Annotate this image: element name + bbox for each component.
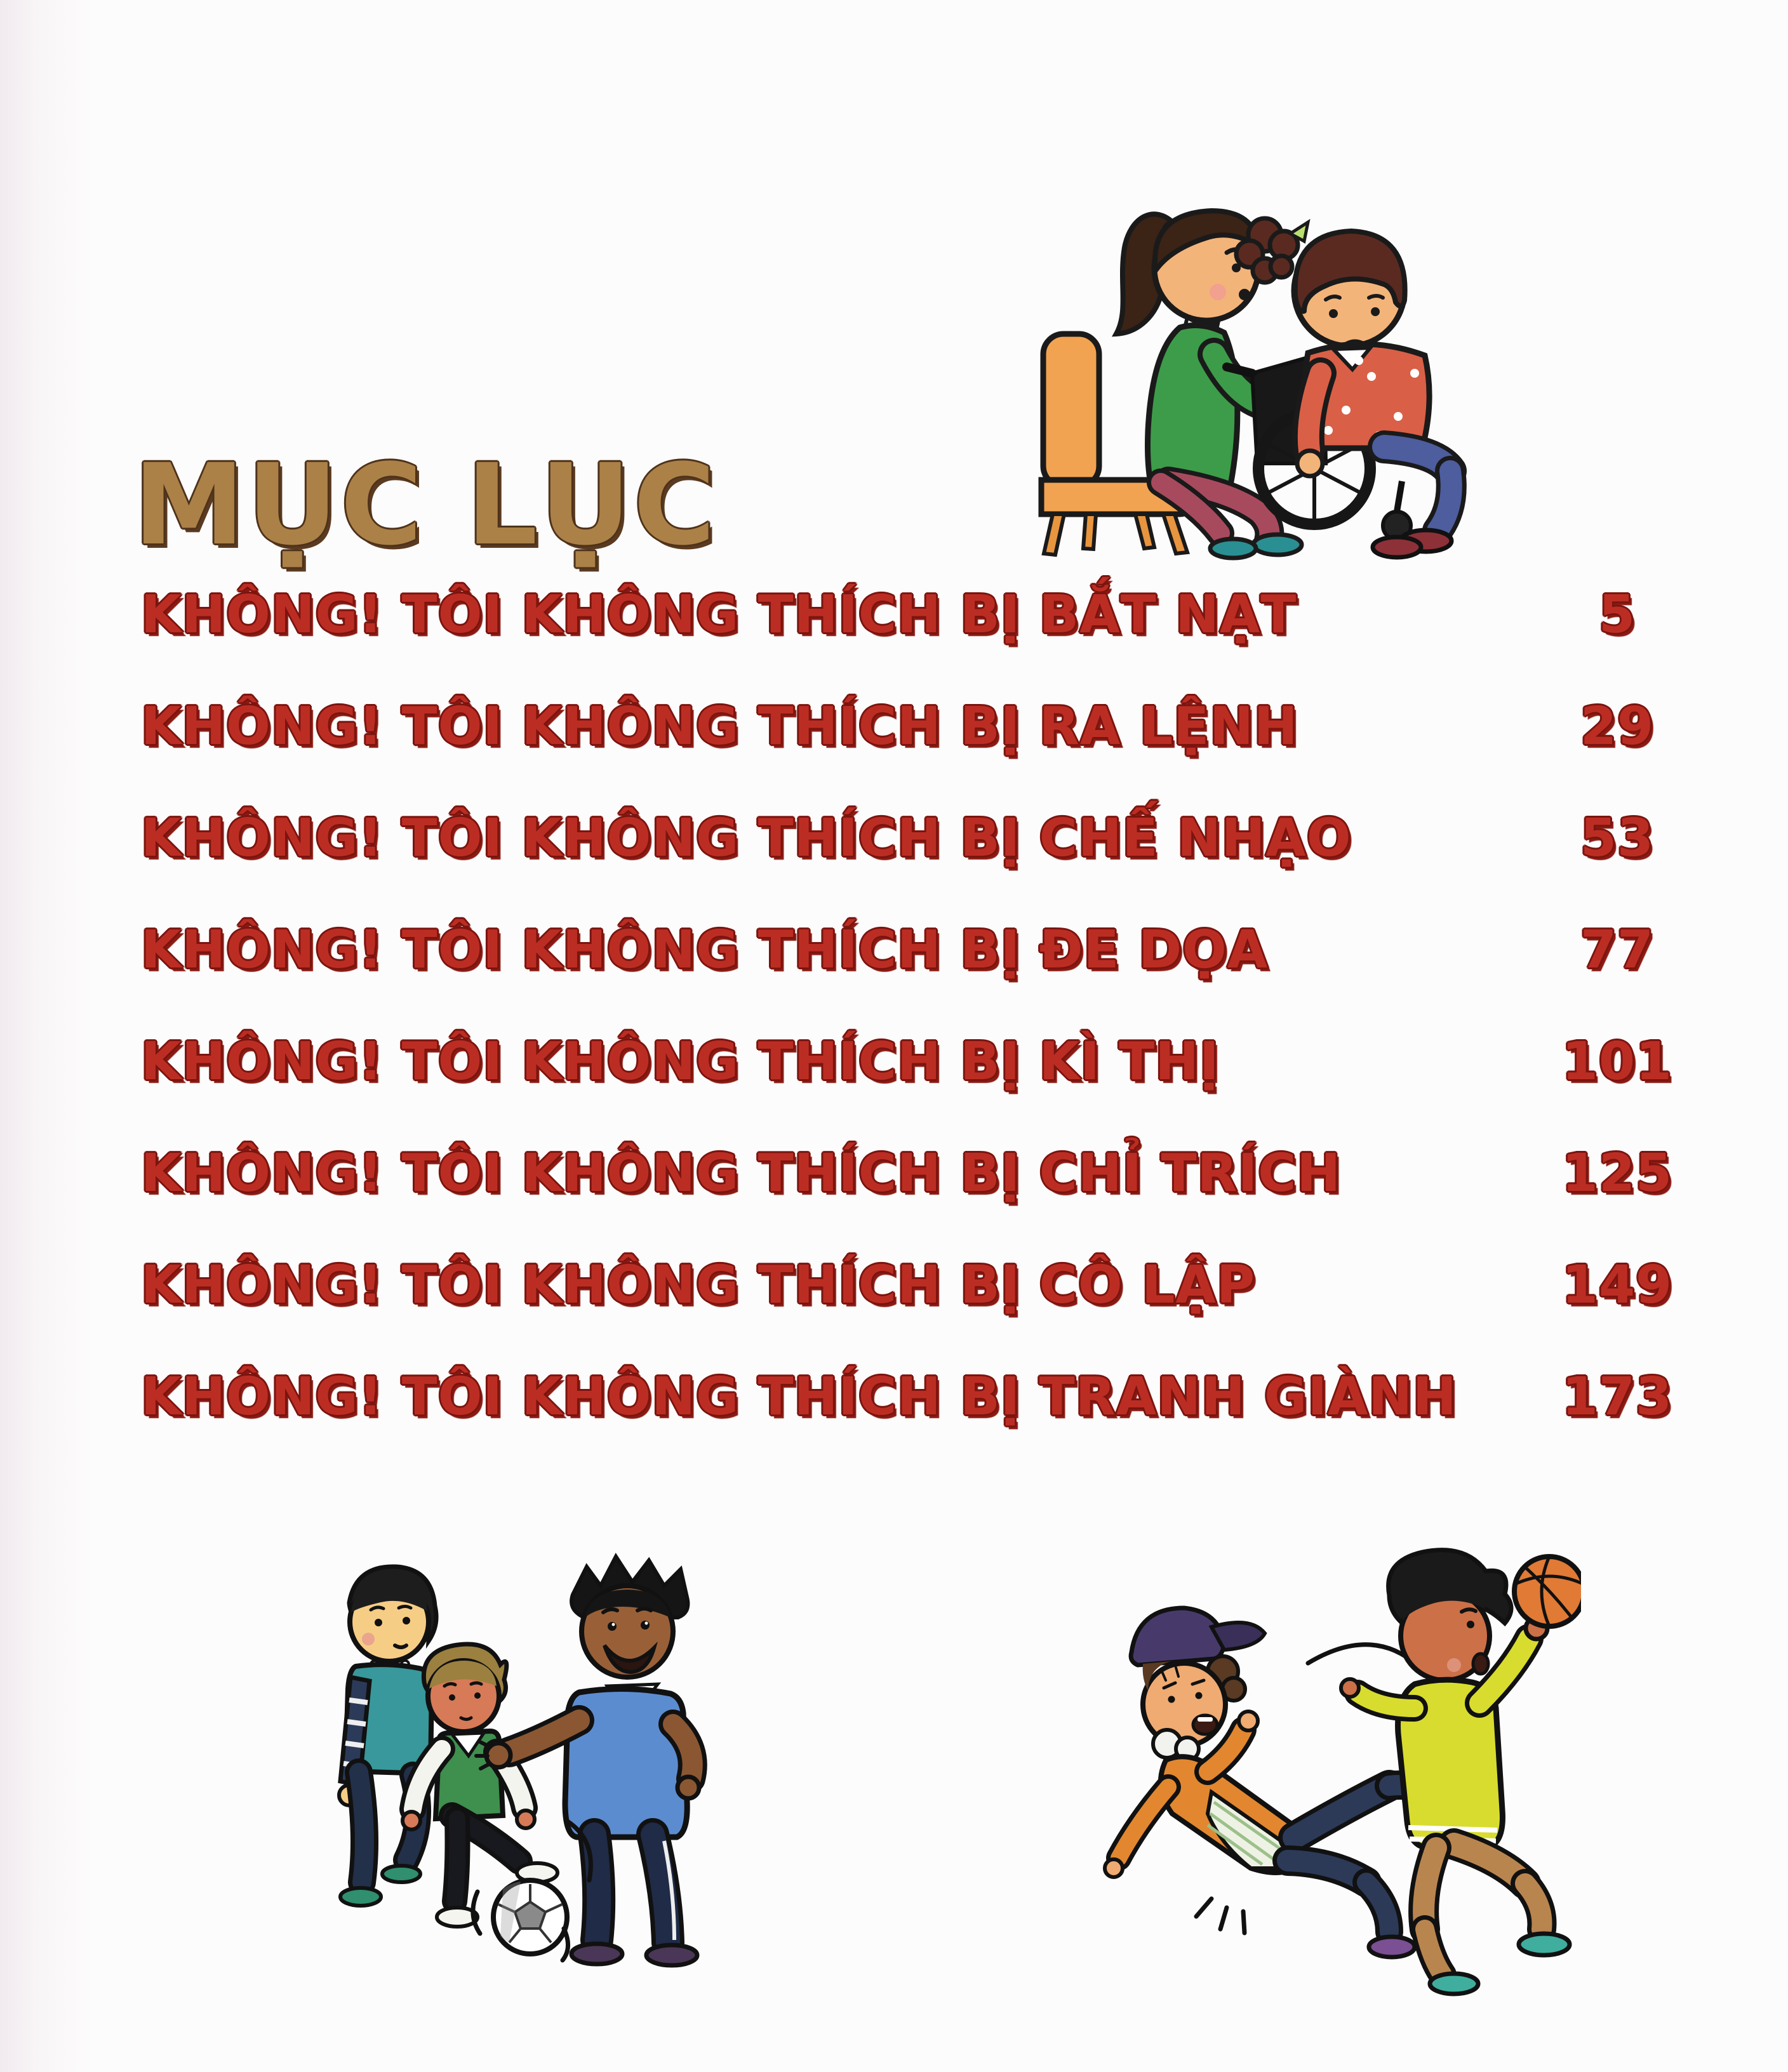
soccer-drawing — [254, 1536, 768, 1968]
toc-row — [141, 1229, 1690, 1341]
toc-row — [141, 559, 1690, 670]
toc-entry-page: 173 — [1561, 1366, 1673, 1427]
toc-row — [141, 1006, 1690, 1117]
soccer-ball — [493, 1880, 567, 1954]
wheelchair-talk-drawing — [978, 164, 1508, 561]
illustration-basketball — [1041, 1520, 1581, 1996]
impact-marks — [1196, 1899, 1244, 1933]
toc-row — [141, 1341, 1690, 1452]
toc-entry-label: KHÔNG! TÔI KHÔNG THÍCH BỊ ĐE DỌA — [141, 919, 1269, 980]
toc-row — [141, 894, 1690, 1006]
illustration-soccer — [254, 1536, 768, 1968]
toc-row — [141, 1117, 1690, 1229]
illustration-wheelchair-talk — [978, 164, 1508, 561]
toc-entry-page: 5 — [1598, 584, 1636, 645]
toc-entry-label: KHÔNG! TÔI KHÔNG THÍCH BỊ RA LỆNH — [141, 696, 1298, 757]
toc-entry-page: 101 — [1561, 1031, 1673, 1092]
page-title: MỤC LỤC — [133, 439, 718, 570]
toc-entry-label: KHÔNG! TÔI KHÔNG THÍCH BỊ KÌ THỊ — [141, 1031, 1220, 1092]
soccer-boy-left — [339, 1567, 436, 1906]
table-of-contents — [141, 559, 1690, 1452]
toc-entry-page: 77 — [1580, 919, 1655, 980]
toc-row — [141, 782, 1690, 894]
toc-entry-label: KHÔNG! TÔI KHÔNG THÍCH BỊ CHỈ TRÍCH — [141, 1143, 1342, 1204]
toc-row — [141, 670, 1690, 782]
toc-entry-page: 149 — [1561, 1254, 1673, 1315]
toc-entry-page: 29 — [1580, 696, 1655, 757]
toc-entry-page: 53 — [1580, 807, 1655, 868]
toc-entry-page: 125 — [1561, 1143, 1673, 1204]
basketball — [1514, 1557, 1581, 1626]
toc-entry-label: KHÔNG! TÔI KHÔNG THÍCH BỊ CHẾ NHẠO — [141, 807, 1352, 868]
toc-entry-label: KHÔNG! TÔI KHÔNG THÍCH BỊ BẮT NẠT — [141, 584, 1297, 645]
toc-entry-label: KHÔNG! TÔI KHÔNG THÍCH BỊ TRANH GIÀNH — [141, 1366, 1457, 1427]
toc-entry-label: KHÔNG! TÔI KHÔNG THÍCH BỊ CÔ LẬP — [141, 1254, 1256, 1315]
basketball-drawing — [1041, 1520, 1581, 1996]
